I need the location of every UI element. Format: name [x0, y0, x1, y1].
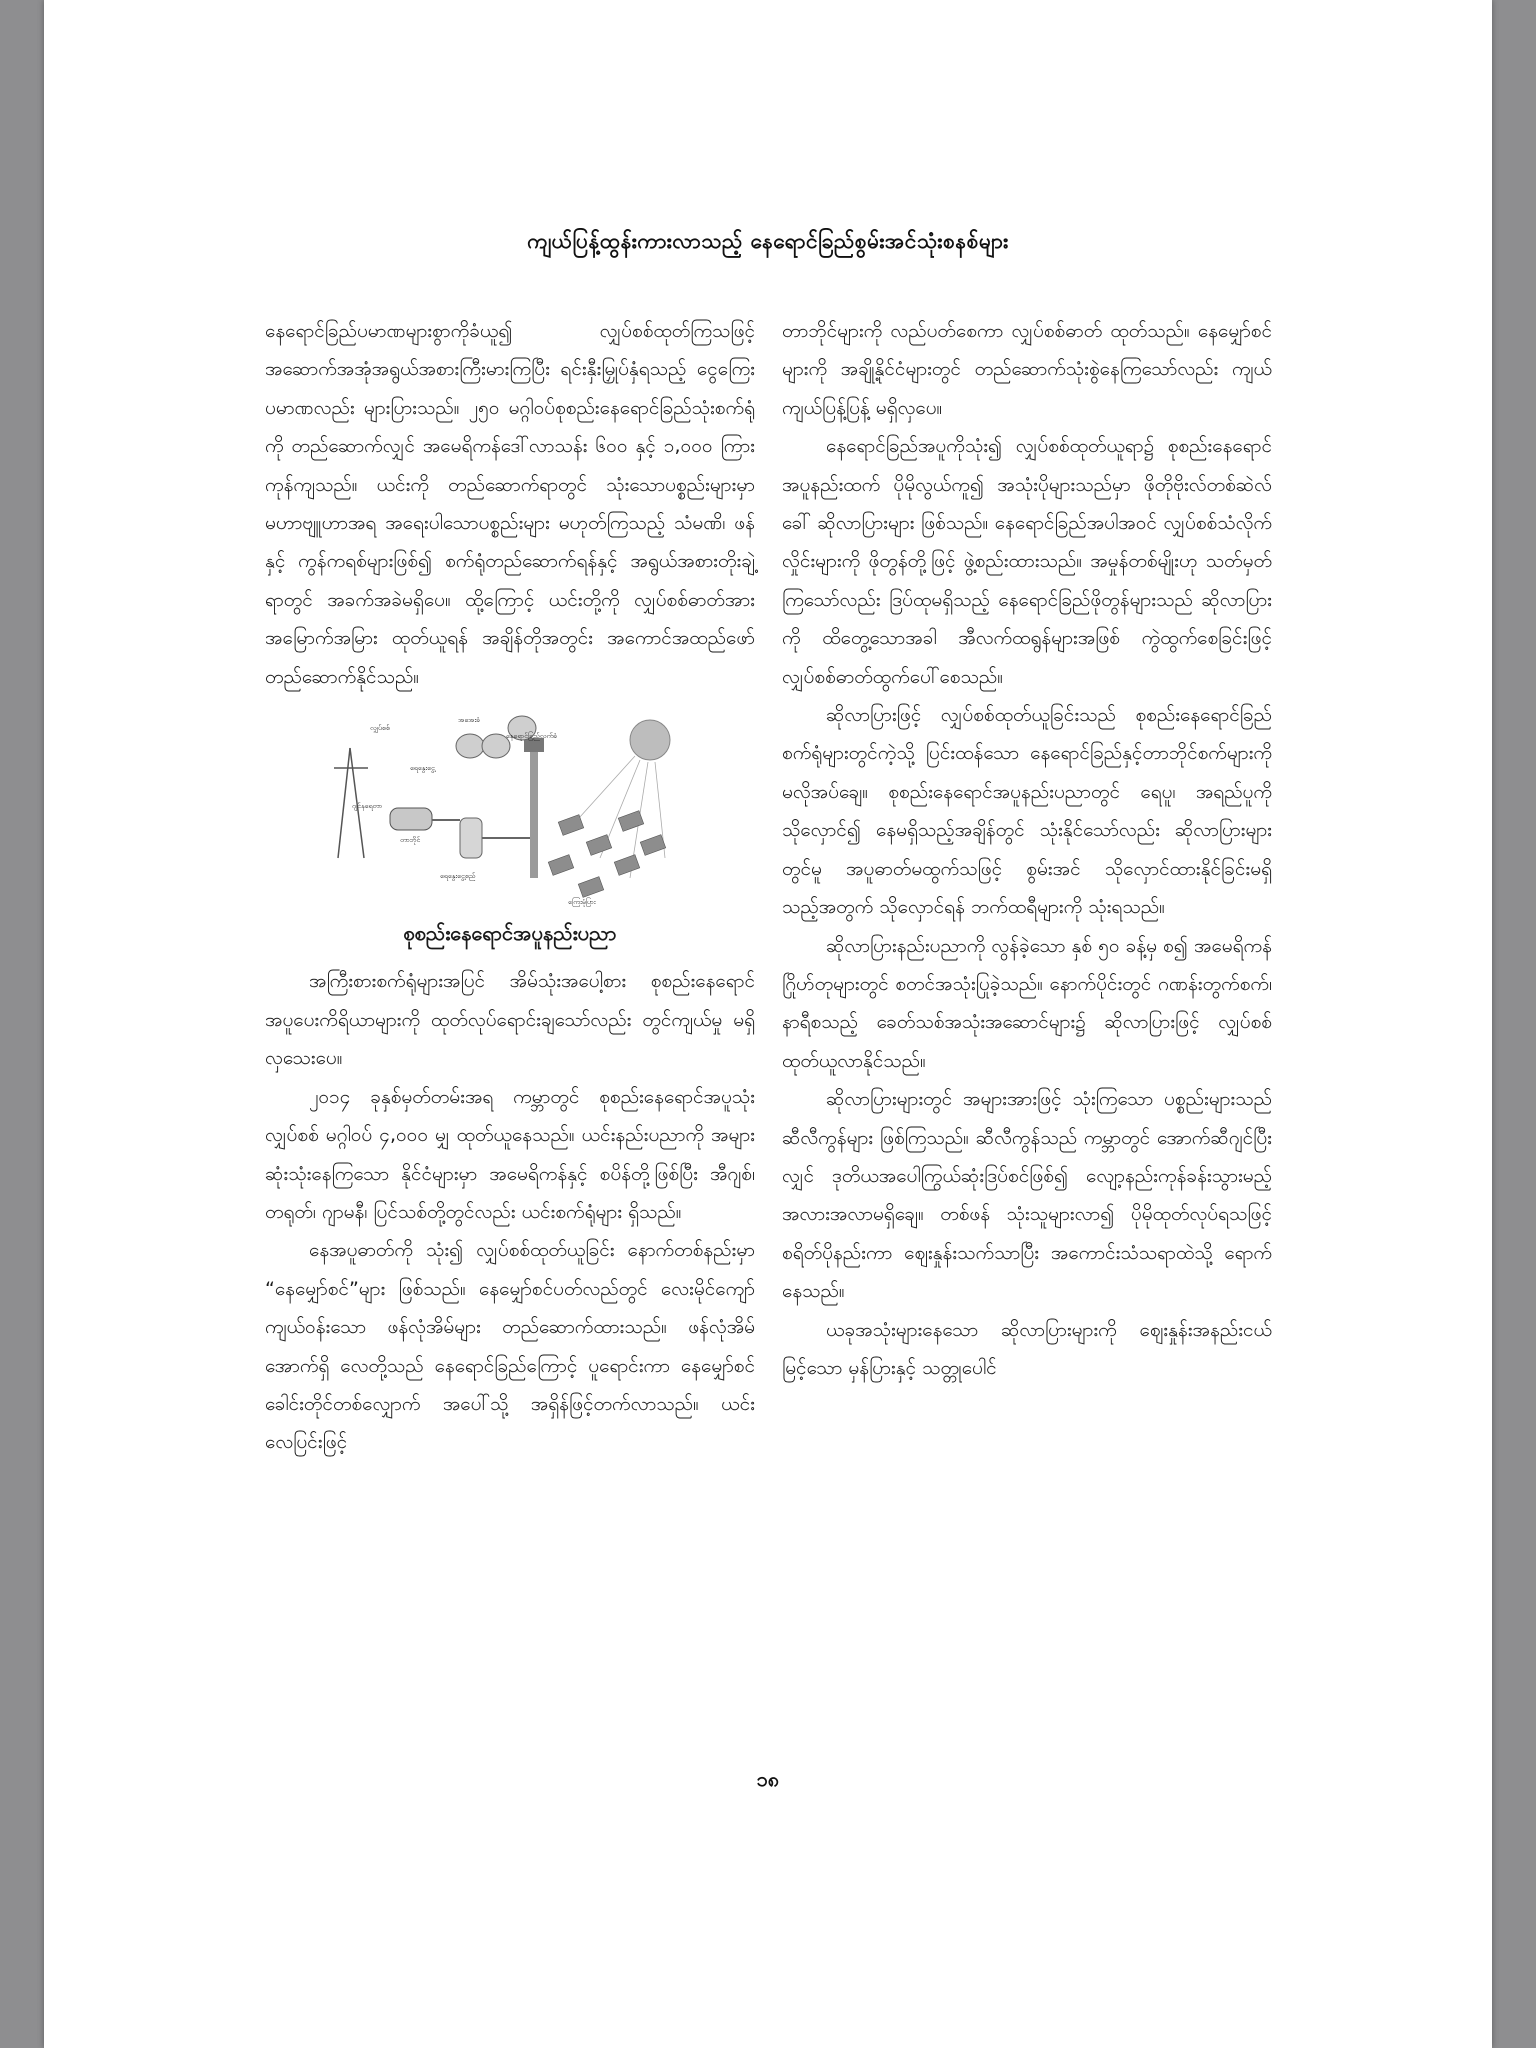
label-mirrors: ကြေးမုံပြား — [568, 898, 596, 907]
paragraph: နေအပူဓာတ်ကို သုံး၍ လျှပ်စစ်ထုတ်ယူခြင်း နောက်တစ်နည်းမှာ “နေမျှော်စင်”များ ဖြစ်သည်။ နေမျှော်စင်ပတ်လည်တွင် လေးမိုင်ကျော်ကျယ်ဝန်းသော ဖန်လုံအိမ်များ တည်ဆောက်ထားသည်။ ဖန်လုံအိမ် အောက်ရှိ လေတို့သည် နေရောင်ခြည်ကြောင့် ပူရောင်းကာ နေမျှော်စင်ခေါင်းတိုင်တစ်လျှောက် အပေါ်သို့ အရှိန်ဖြင့်တက်လာသည်။ ယင်းလေပြင်းဖြင့် — [265, 1239, 755, 1454]
label-generator: ဂျင်နရေတာ — [352, 802, 383, 811]
paragraph: ဆိုလာပြားနည်းပညာကို လွန်ခဲ့သော နှစ် ၅၀ ခန့်မှ စ၍ အမေရိကန်ဂြိုဟ်တုများတွင် စတင်အသုံးပြုခဲ့သည်။ နောက်ပိုင်းတွင် ဂဏန်းတွက်စက်၊ နာရီစသည့် ခေတ်သစ်အသုံးအဆောင်များ၌ ဆိုလာပြားဖြင့် လျှပ်စစ်ထုတ်ယူလာနိုင်သည်။ — [782, 934, 1272, 1072]
paragraph: တာဘိုင်များကို လည်ပတ်စေကာ လျှပ်စစ်ဓာတ် ထုတ်သည်။ နေမျှော်စင်များကို အချို့နိုင်ငံများတွင် တည်ဆောက်သုံးစွဲနေကြသော်လည်း ကျယ်ကျယ်ပြန့်ပြန့် မရှိလှပေ။ — [782, 320, 1272, 419]
paragraph: ၂၀၁၄ ခုနှစ်မှတ်တမ်းအရ ကမ္ဘာတွင် စုစည်းနေရောင်အပူသုံးလျှပ်စစ် မဂ္ဂါဝပ် ၄,၀၀၀ မျှ ထုတ်ယူနေသည်။ ယင်းနည်းပညာကို အများဆုံးသုံးနေကြသော နိုင်ငံများမှာ အမေရိကန်နှင့် စပိန်တို့ဖြစ်ပြီး အီဂျစ်၊ တရုတ်၊ ဂျာမနီ၊ ပြင်သစ်တို့တွင်လည်း ယင်းစက်ရုံများ ရှိသည်။ — [265, 1085, 755, 1223]
steam-drum-icon — [460, 818, 482, 858]
label-cold-storage: အအေးခံ — [458, 716, 481, 725]
receiver-tower — [530, 748, 538, 878]
figure-caption: စုစည်းနေရောင်အပူနည်းပညာ — [403, 921, 617, 946]
document-page — [44, 0, 1492, 2048]
heliostat-mirrors — [548, 811, 665, 898]
paragraph: အကြီးစားစက်ရုံများအပြင် အိမ်သုံးအပေါ့စား စုစည်းနေရောင်အပူပေးကိရိယာများကို ထုတ်လုပ်ရောင်းချသော်လည်း တွင်ကျယ်မှု မရှိလှသေးပေ။ — [265, 970, 755, 1070]
paragraph: ဆိုလာပြားဖြင့် လျှပ်စစ်ထုတ်ယူခြင်းသည် စုစည်းနေရောင်ခြည်စက်ရုံများတွင်ကဲ့သို့ ပြင်းထန်သော နေရောင်ခြည်နှင့်တာဘိုင်စက်များကို မလိုအပ်ချေ။ စုစည်းနေရောင်အပူနည်းပညာတွင် ရေပူ၊ အရည်ပူကို သိုလှောင်၍ နေမရှိသည့်အချိန်တွင် သုံးနိုင်သော်လည်း ဆိုလာပြားများတွင်မူ အပူဓာတ်မထွက်သဖြင့် စွမ်းအင် သိုလှောင်ထားနိုင်ခြင်းမရှိသည့်အတွက် သိုလှောင်ရန် ဘက်ထရီများကို သုံးရသည်။ — [782, 704, 1272, 919]
sun-icon — [630, 720, 670, 760]
paragraph: နေရောင်ခြည်ပမာဏများစွာကိုခံယူ၍ လျှပ်စစ်ထုတ်ကြသဖြင့် အဆောက်အအုံအရွယ်အစားကြီးမားကြပြီး ရင်းနှီးမြှုပ်နှံရသည့် ငွေကြေးပမာဏလည်း များပြားသည်။ ၂၅၀ မဂ္ဂါဝပ်စုစည်းနေရောင်ခြည်သုံးစက်ရုံကို တည်ဆောက်လျှင် အမေရိကန်ဒေါ်လာသန်း ၆၀၀ နှင့် ၁,၀၀၀ ကြား ကုန်ကျသည်။ ယင်းကို တည်ဆောက်ရာတွင် သုံးသောပစ္စည်းများမှာ မဟာဗျူဟာအရ အရေးပါသောပစ္စည်းများ မဟုတ်ကြသည့် သံမဏိ၊ ဖန်နှင့် ကွန်ကရစ်များဖြစ်၍ စက်ရုံတည်ဆောက်ရန်နှင့် အရွယ်အစားတိုးချဲ့ရာတွင် အခက်အခဲမရှိပေ။ ထို့ကြောင့် ယင်းတို့ကို လျှပ်စစ်ဓာတ်အား အမြောက်အမြား ထုတ်ယူရန် အချိန်တိုအတွင်း အကောင်အထည်ဖော် တည်ဆောက်နိုင်သည်။ — [265, 320, 755, 688]
turbine-icon — [390, 808, 432, 830]
label-turbine: တာဘိုင် — [400, 836, 421, 845]
right-column — [782, 312, 1272, 1387]
paragraph: ယခုအသုံးများနေသော ဆိုလာပြားများကို ဈေးနှုန်းအနည်းငယ်မြင့်သော မှန်ပြားနှင့် သတ္တုပေါင် — [782, 1318, 1272, 1379]
label-steam: ရေနွေးငွေ့ — [410, 764, 435, 773]
label-steam-drum: ရေနွေးငွေ့စည် — [440, 872, 476, 881]
label-receiver: နေရောင်ခြည်လက်ခံ — [506, 732, 558, 741]
paragraph: ဆိုလာပြားများတွင် အများအားဖြင့် သုံးကြသော ပစ္စည်းများသည် ဆီလီကွန်များ ဖြစ်ကြသည်။ ဆီလီကွန်သည် ကမ္ဘာတွင် အောက်ဆီဂျင်ပြီးလျှင် ဒုတိယအပေါကြွယ်ဆုံးဒြပ်စင်ဖြစ်၍ လျော့နည်းကုန်ခန်းသွားမည့် အလားအလာမရှိချေ။ တစ်ဖန် သုံးသူများလာ၍ ပိုမိုထုတ်လုပ်ရသဖြင့် စရိတ်ပိုနည်းကာ ဈေးနှုန်းသက်သာပြီး အကောင်းသံသရာထဲသို့ ရောက်နေသည်။ — [782, 1088, 1272, 1303]
storage-tank-icon — [456, 734, 484, 758]
left-column — [265, 312, 755, 1462]
receiver-head — [524, 738, 544, 752]
solar-thermal-diagram — [330, 708, 690, 908]
page-number: ၁၈ — [756, 1767, 780, 1791]
label-electricity: လျှပ်စစ် — [370, 724, 390, 733]
page-title: ကျယ်ပြန့်ထွန်းကားလာသည့် နေရောင်ခြည်စွမ်းအင်သုံးစနစ်များ — [527, 229, 1009, 253]
paragraph: နေရောင်ခြည်အပူကိုသုံး၍ လျှပ်စစ်ထုတ်ယူရာ၌ စုစည်းနေရောင်အပူနည်းထက် ပိုမိုလွယ်ကူ၍ အသုံးပိုများသည်မှာ ဖိုတိုဗိုးလ်တစ်ဆဲလ်ခေါ် ဆိုလာပြားများ ဖြစ်သည်။ နေရောင်ခြည်အပါအဝင် လျှပ်စစ်သံလိုက်လှိုင်းများကို ဖိုတွန်တို့ဖြင့် ဖွဲ့စည်းထားသည်။ အမှုန်တစ်မျိုးဟု သတ်မှတ်ကြသော်လည်း ဒြပ်ထုမရှိသည့် နေရောင်ခြည်ဖိုတွန်များသည် ဆိုလာပြားကို ထိတွေ့သောအခါ အီလက်ထရွန်များအဖြစ် ကွဲထွက်စေခြင်းဖြင့် လျှပ်စစ်ဓာတ်ထွက်ပေါ်စေသည်။ — [782, 435, 1272, 688]
